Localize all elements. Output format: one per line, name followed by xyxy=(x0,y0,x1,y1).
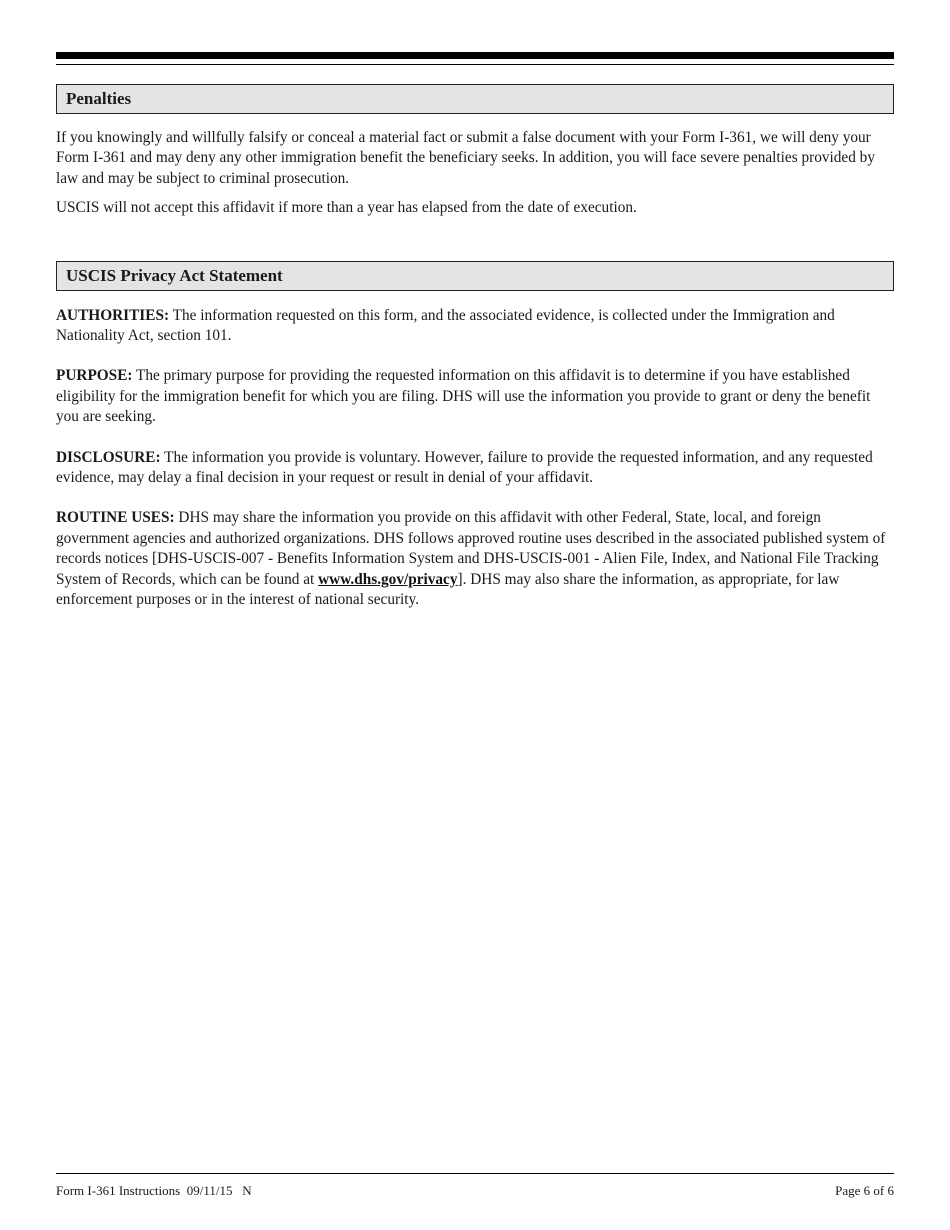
routine-uses-label: ROUTINE USES: xyxy=(56,509,175,527)
footer-rule xyxy=(56,1173,894,1174)
footer-form-id: Form I-361 Instructions 09/11/15 N xyxy=(56,1183,252,1198)
privacy-act-header: USCIS Privacy Act Statement xyxy=(56,261,894,291)
authorities-paragraph xyxy=(56,306,894,347)
disclosure-label: DISCLOSURE: xyxy=(56,448,161,466)
purpose-label: PURPOSE: xyxy=(56,367,133,385)
penalties-header: Penalties xyxy=(56,84,894,114)
authorities-text: The information requested on this form, and the associated evidence, is collected under the Immigration and Nationality Act, section 101. xyxy=(56,306,835,345)
footer-page-number: Page 6 of 6 xyxy=(835,1183,894,1198)
purpose-paragraph xyxy=(56,366,894,427)
penalties-paragraph-1: If you knowingly and willfully falsify or conceal a material fact or submit a false document with your Form I-361, we will deny your Form I-361 and may deny any other immigration benefit the beneficiary seeks. In addition, you will face severe penalties provided by law and may be subject to criminal prosecution. xyxy=(56,129,875,187)
routine-uses-text-before: DHS may share the information you provide on this affidavit with other Federal, State, local, and foreign government agencies and authorized organizations. DHS follows approved routine uses described in the associated published system of records notices [DHS-USCIS-007 - Benefits Information System and DHS-USCIS-001 - Alien File, Index, and National File Tracking System of Records, which can be found at xyxy=(56,509,886,588)
penalties-paragraph-2: USCIS will not accept this affidavit if more than a year has elapsed from the date of execution. xyxy=(56,199,637,217)
routine-uses-text-after: ]. DHS may also share the information, as appropriate, for law enforcement purposes or in the interest of national security. xyxy=(56,570,840,609)
disclosure-text: The information you provide is voluntary. However, failure to provide the requested information, and any requested evidence, may delay a final decision in your request or result in denial of your affidavit. xyxy=(56,448,873,487)
top-rule-thin xyxy=(56,64,894,65)
authorities-label: AUTHORITIES: xyxy=(56,306,170,324)
top-rule-thick xyxy=(56,52,894,59)
penalties-section xyxy=(56,84,894,219)
routine-uses-paragraph xyxy=(56,508,894,610)
disclosure-paragraph xyxy=(56,448,894,489)
page-content xyxy=(56,84,894,611)
dhs-privacy-link[interactable]: www.dhs.gov/privacy xyxy=(318,570,458,588)
privacy-act-section xyxy=(56,261,894,611)
purpose-text: The primary purpose for providing the requested information on this affidavit is to determine if you have established eligibility for the immigration benefit for which you are filing. DHS will use the information you provide to grant or deny the benefit you are seeking. xyxy=(56,367,871,426)
